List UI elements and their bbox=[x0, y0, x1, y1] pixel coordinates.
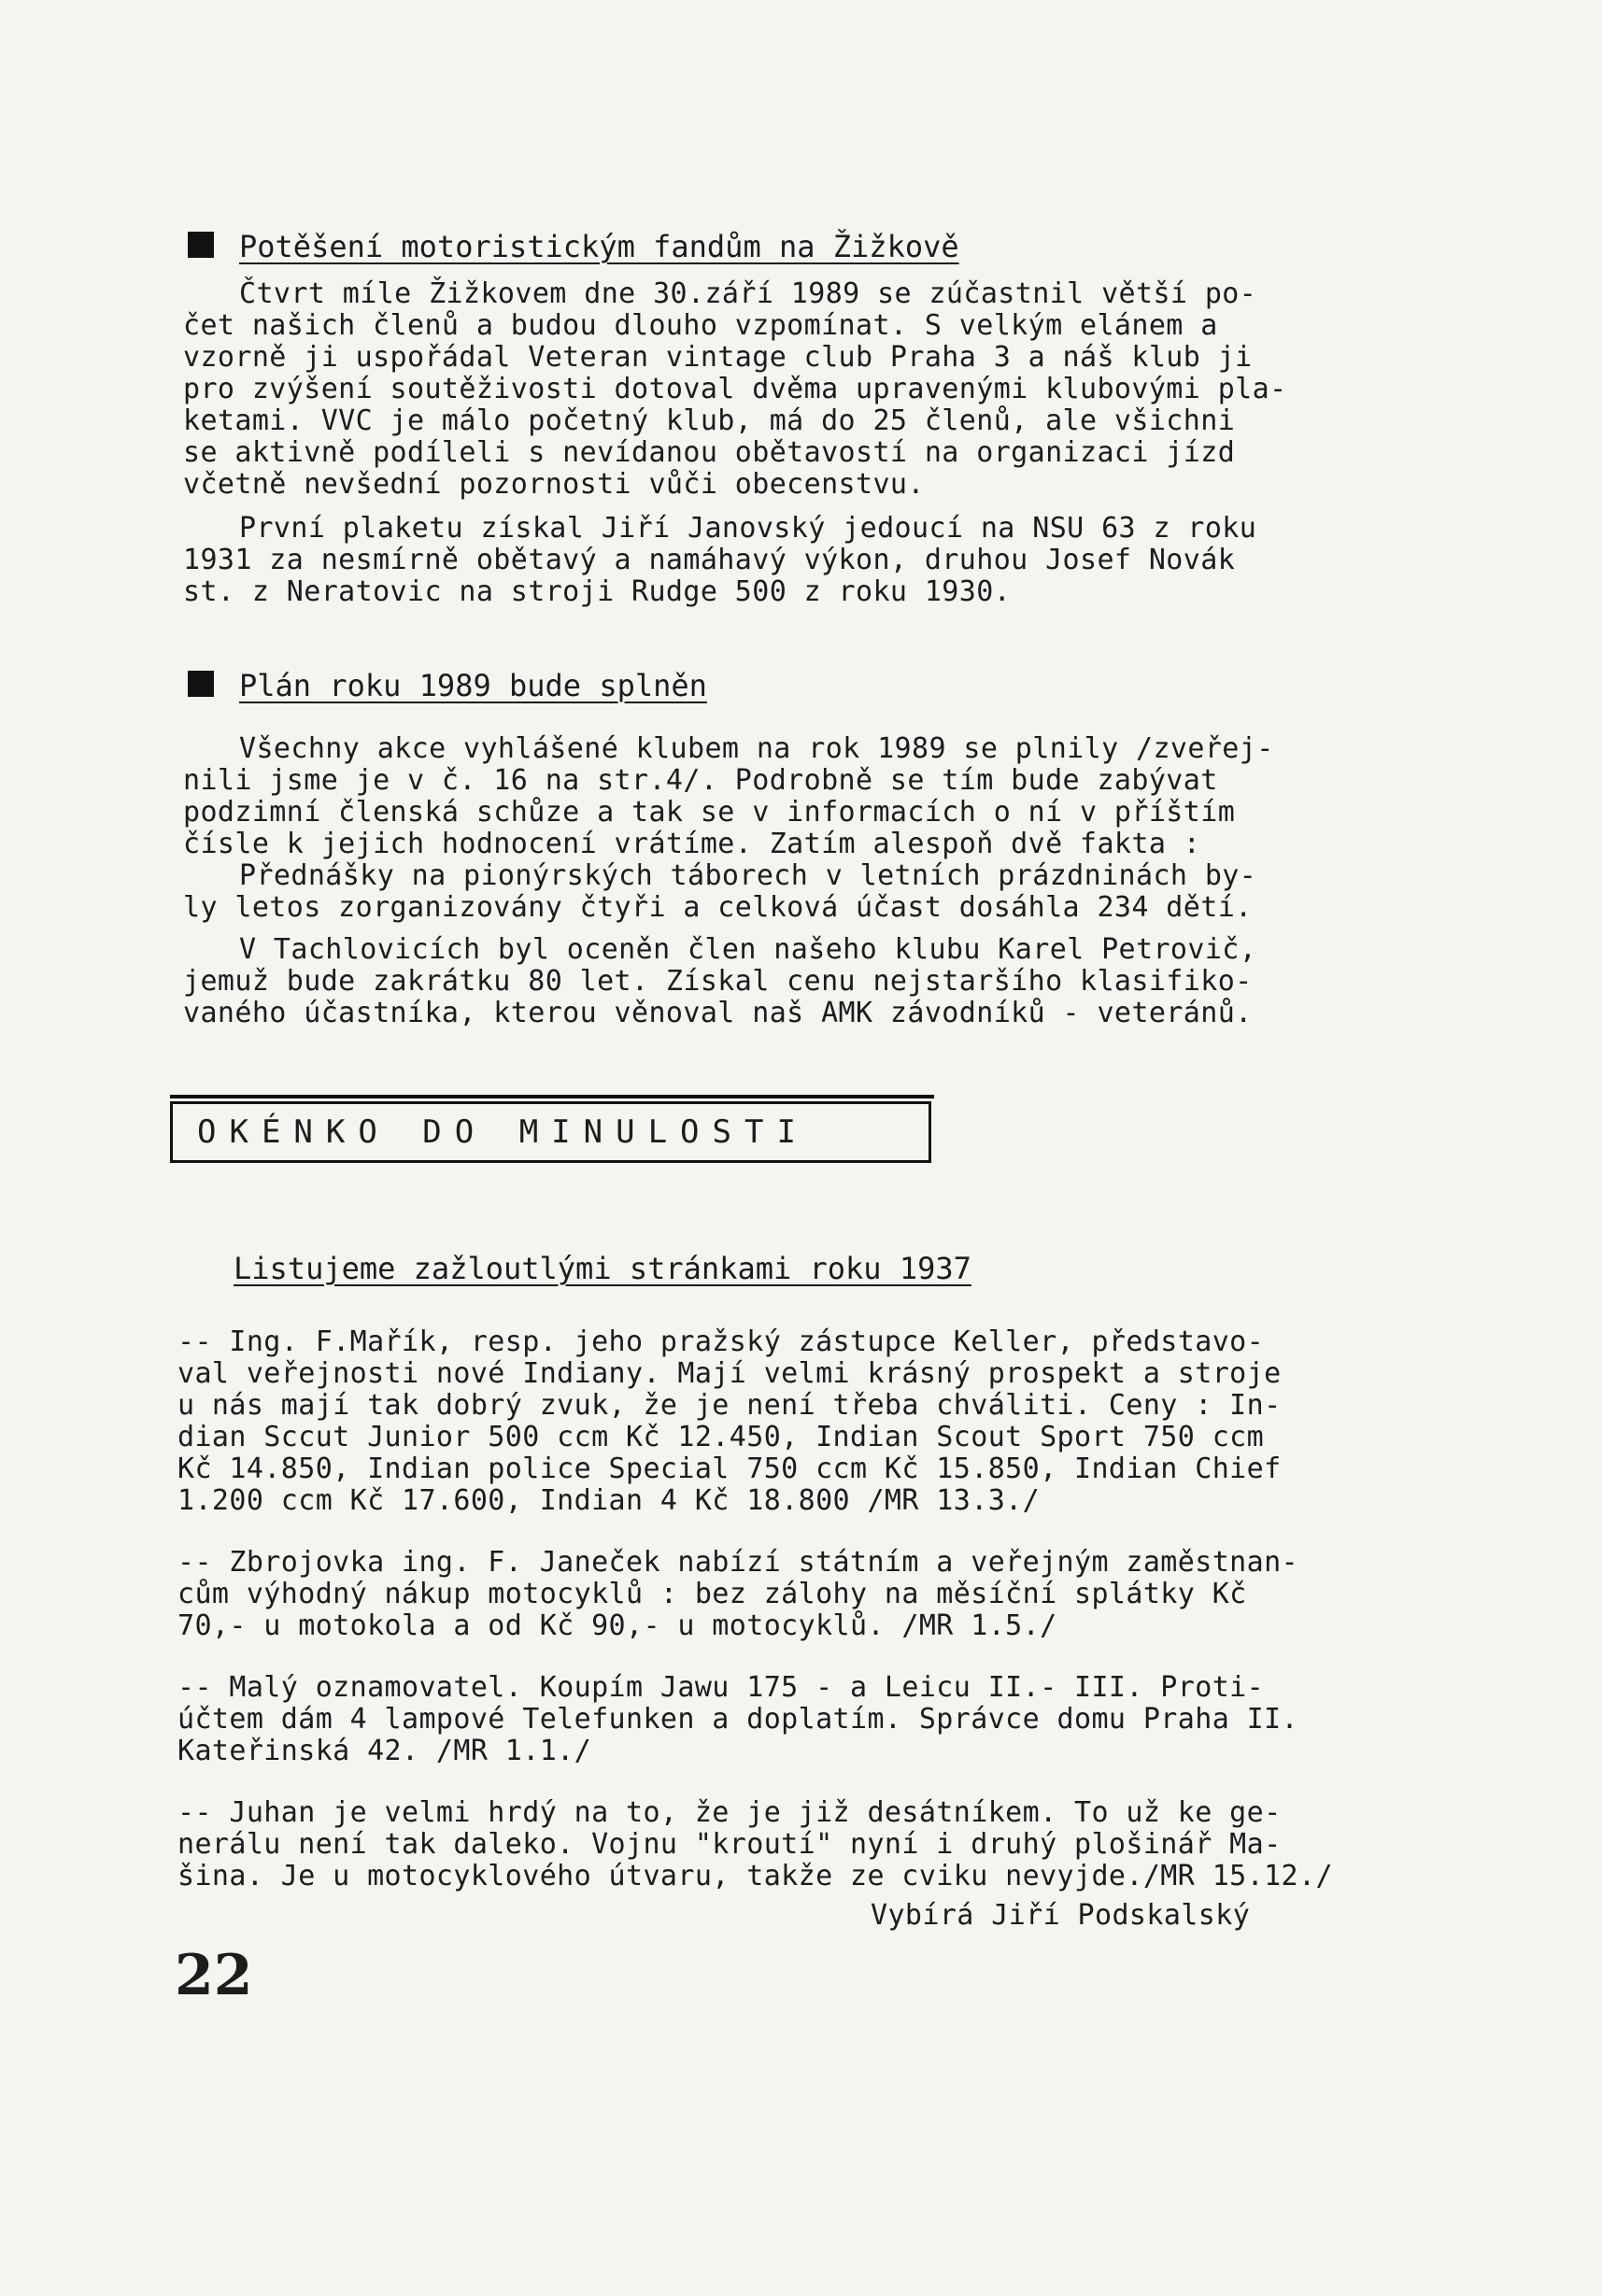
section3-p3-line3: Kateřinská 42. /MR 1.1./ bbox=[177, 1735, 592, 1767]
section3-p1-line3: u nás mají tak dobrý zvuk, že je není třeba chváliti. Ceny : In- bbox=[177, 1389, 1282, 1422]
section1-heading: Potěšení motoristickým fandům na Žižkově bbox=[239, 229, 959, 264]
section3-heading: Listujeme zažloutlými stránkami roku 1937 bbox=[234, 1251, 971, 1286]
section3-p3-line1: -- Malý oznamovatel. Koupím Jawu 175 - a Leicu II.- III. Proti- bbox=[177, 1671, 1265, 1704]
section2-p1-line1: Všechny akce vyhlášené klubem na rok 1989 se plnily /zveřej- bbox=[239, 732, 1274, 765]
section3-p2-line2: cům výhodný nákup motocyklů : bez zálohy na měsíční splátky Kč bbox=[177, 1578, 1247, 1610]
section3-p2-line3: 70,- u motokola a od Kč 90,- u motocyklů. /MR 1.5./ bbox=[177, 1609, 1057, 1642]
section3-p1-line2: val veřejnosti nové Indiany. Mají velmi krásný prospekt a stroje bbox=[177, 1357, 1282, 1390]
section3-p4-line3: šina. Je u motocyklového útvaru, takže ze cviku nevyjde./MR 15.12./ bbox=[177, 1860, 1333, 1892]
section2-p1-line3: podzimní členská schůze a tak se v informacích o ní v příštím bbox=[183, 796, 1236, 829]
section2-p1-line2: nili jsme je v č. 16 na str.4/. Podrobně se tím bude zabývat bbox=[183, 764, 1218, 797]
section3-p1-line5: Kč 14.850, Indian police Special 750 ccm Kč 15.850, Indian Chief bbox=[177, 1453, 1282, 1485]
section3-p1-line1: -- Ing. F.Mařík, resp. jeho pražský zástupce Keller, představo- bbox=[177, 1325, 1265, 1358]
section1-p2-line3: st. z Neratovic na stroji Rudge 500 z roku 1930. bbox=[183, 575, 1012, 608]
page-number: 22 bbox=[175, 1943, 253, 2008]
section-bullet-2 bbox=[188, 671, 214, 697]
section3-p1-line6: 1.200 ccm Kč 17.600, Indian 4 Kč 18.800 /MR 13.3./ bbox=[177, 1484, 1041, 1517]
section1-p1-line5: ketami. VVC je málo početný klub, má do 25 členů, ale všichni bbox=[183, 404, 1236, 437]
signature: Vybírá Jiří Podskalský bbox=[871, 1899, 1251, 1932]
section3-p4-line1: -- Juhan je velmi hrdý na to, že je již desátníkem. To už ke ge- bbox=[177, 1796, 1282, 1829]
section2-heading: Plán roku 1989 bude splněn bbox=[239, 668, 707, 703]
section1-p1-line7: včetně nevšední pozornosti vůči obecenstvu. bbox=[183, 468, 925, 501]
section-bullet-1 bbox=[188, 232, 214, 258]
section2-p2-line3: vaného účastníka, kterou věnoval naš AMK závodníků - veteránů. bbox=[183, 997, 1253, 1029]
section1-p1-line1: Čtvrt míle Žižkovem dne 30.září 1989 se zúčastnil větší po- bbox=[239, 277, 1257, 310]
section1-p1-line3: vzorně ji uspořádal Veteran vintage club Praha 3 a náš klub ji bbox=[183, 341, 1253, 374]
section2-p1-line5: Přednášky na pionýrských táborech v letních prázdninách by- bbox=[239, 859, 1257, 892]
section2-p1-line6: ly letos zorganizovány čtyři a celková účast dosáhla 234 dětí. bbox=[183, 891, 1253, 924]
section3-p3-line2: účtem dám 4 lampové Telefunken a doplatím. Správce domu Praha II. bbox=[177, 1703, 1298, 1736]
section3-p4-line2: nerálu není tak daleko. Vojnu "kroutí" nyní i druhý plošinář Ma- bbox=[177, 1828, 1282, 1861]
section2-p2-line2: jemuž bude zakrátku 80 let. Získal cenu nejstaršího klasifiko- bbox=[183, 965, 1253, 998]
section1-p1-line6: se aktivně podíleli s nevídanou obětavostí na organizaci jízd bbox=[183, 436, 1236, 469]
section3-p2-line1: -- Zbrojovka ing. F. Janeček nabízí státním a veřejným zaměstnan- bbox=[177, 1546, 1298, 1579]
section1-p2-line1: První plaketu získal Jiří Janovský jedoucí na NSU 63 z roku bbox=[239, 512, 1257, 545]
section1-p2-line2: 1931 za nesmírně obětavý a namáhavý výkon, druhou Josef Novák bbox=[183, 544, 1236, 576]
section2-p2-line1: V Tachlovicích byl oceněn člen našeho klubu Karel Petrovič, bbox=[239, 933, 1257, 966]
box-title bbox=[170, 1101, 931, 1163]
section1-p1-line4: pro zvýšení soutěživosti dotoval dvěma upravenými klubovými pla- bbox=[183, 373, 1287, 405]
section2-p1-line4: čísle k jejich hodnocení vrátíme. Zatím alespoň dvě fakta : bbox=[183, 828, 1201, 860]
box-title-text: OKÉNKO DO MINULOSTI bbox=[197, 1113, 809, 1151]
section1-p1-line2: čet našich členů a budou dlouho vzpomínat. S velkým elánem a bbox=[183, 309, 1218, 342]
section3-p1-line4: dian Sccut Junior 500 ccm Kč 12.450, Indian Scout Sport 750 ccm bbox=[177, 1421, 1265, 1453]
